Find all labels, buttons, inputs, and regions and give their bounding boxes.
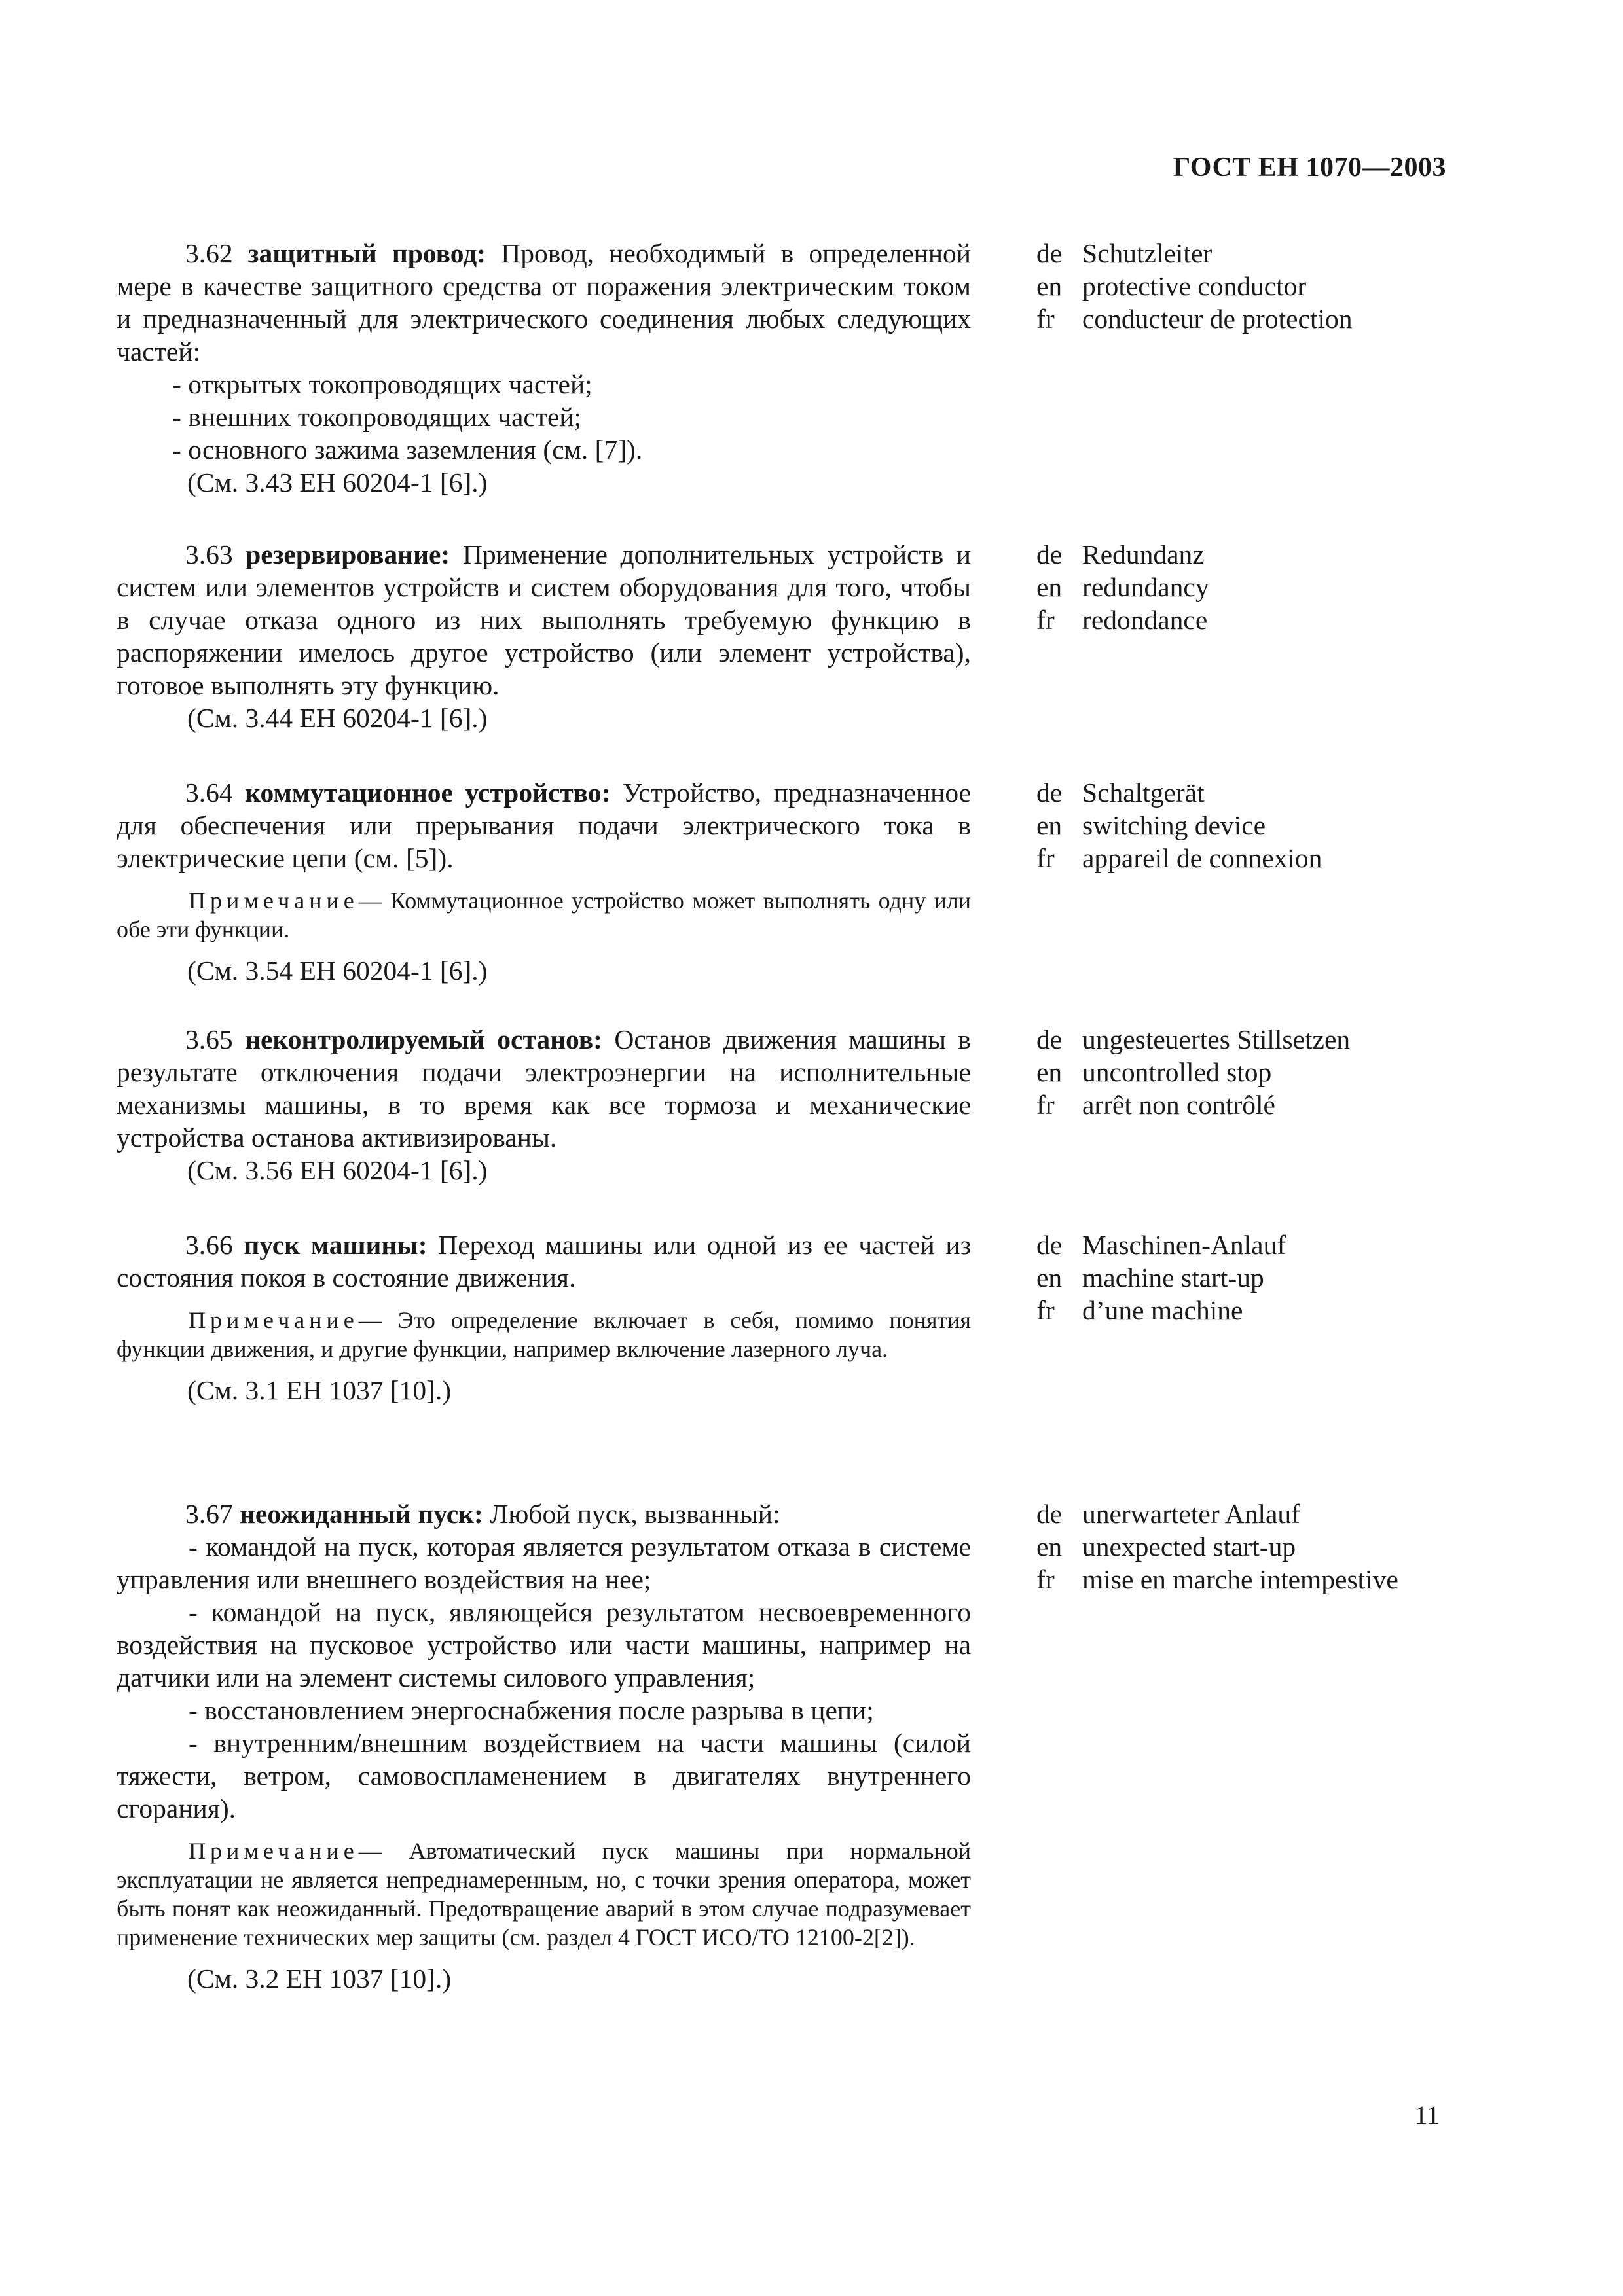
translations xyxy=(1036,1023,1350,1121)
translation-text: conducteur de protection xyxy=(1082,304,1353,334)
term-number: 3.62 xyxy=(185,238,233,268)
translation-de xyxy=(1036,1498,1398,1530)
lang-code: de xyxy=(1036,1230,1063,1260)
lang-code: en xyxy=(1036,810,1063,840)
definition-paragraph xyxy=(117,538,971,702)
translation-de xyxy=(1036,1229,1286,1261)
translation-text: switching device xyxy=(1082,810,1266,840)
translation-en xyxy=(1036,571,1209,603)
translation-text: Schutzleiter xyxy=(1082,238,1213,268)
list-item: - командой на пуск, являющейся результатом несвоевременного воздействия на пусковое устройство или части машины, например на датчики или на элемент системы силового управления; xyxy=(117,1597,971,1693)
translation-text: unexpected start-up xyxy=(1082,1532,1296,1562)
translation-fr xyxy=(1036,842,1322,874)
translation-fr xyxy=(1036,1088,1350,1121)
translations xyxy=(1036,776,1322,874)
translation-en xyxy=(1036,1056,1350,1088)
note xyxy=(117,1306,971,1363)
note-text: — Автоматический пуск машины при нормальной эксплуатации не является непреднамеренным, но, с точки зрения оператора, может быть понят как неожиданный. Предотвращение аварий в этом случае подразумевает применение технических мер защиты (см. раздел 4 ГОСТ ИСО/ТО 12100-2[2]). xyxy=(117,1838,971,1950)
translation-en xyxy=(1036,809,1322,842)
term-number: 3.66 xyxy=(185,1230,233,1260)
translation-text: uncontrolled stop xyxy=(1082,1057,1272,1087)
translation-en xyxy=(1036,1530,1398,1563)
lang-code: de xyxy=(1036,778,1063,808)
translation-en xyxy=(1036,270,1353,302)
translation-text: mise en marche intempestive xyxy=(1082,1564,1398,1594)
lang-code: de xyxy=(1036,1499,1063,1529)
term-definition: Переход машины или одной из ее частей из состояния покоя в состояние движения. xyxy=(117,1230,971,1293)
entry-definition xyxy=(117,538,971,734)
lang-code: fr xyxy=(1036,1564,1055,1594)
definition-paragraph xyxy=(117,1023,971,1154)
translation-text: arrêt non contrôlé xyxy=(1082,1090,1275,1120)
translation-de xyxy=(1036,1023,1350,1056)
definition-paragraph xyxy=(117,776,971,874)
term-definition: Любой пуск, вызванный: xyxy=(490,1499,780,1529)
lang-code: en xyxy=(1036,271,1063,301)
term-definition: Провод, необходимый в определенной мере в качестве защитного средства от поражения электрическим током и предназначенный для электрического соединения любых следующих частей: xyxy=(117,238,972,367)
reference: (См. 3.56 ЕН 60204-1 [6].) xyxy=(187,1155,488,1185)
translation-text: d’une machine xyxy=(1082,1295,1243,1325)
translation-text: unerwarteter Anlauf xyxy=(1082,1499,1300,1529)
definition-paragraph xyxy=(117,237,971,368)
translation-de xyxy=(1036,237,1353,270)
translations xyxy=(1036,1229,1286,1327)
term-name: защитный провод: xyxy=(247,238,486,268)
term-number: 3.65 xyxy=(185,1024,233,1054)
entry-definition xyxy=(117,1023,971,1187)
list-item: - внешних токопроводящих частей; xyxy=(172,402,582,432)
translation-text: protective conductor xyxy=(1082,271,1307,301)
translation-text: Maschinen-Anlauf xyxy=(1082,1230,1286,1260)
translation-de xyxy=(1036,538,1209,571)
list-item: - основного зажима заземления (см. [7]). xyxy=(172,435,643,465)
translation-text: redundancy xyxy=(1082,572,1209,602)
translation-text: appareil de connexion xyxy=(1082,843,1322,873)
term-number: 3.64 xyxy=(185,778,233,808)
entry-definition xyxy=(117,776,971,987)
lang-code: de xyxy=(1036,238,1063,268)
term-number: 3.63 xyxy=(185,539,233,569)
translation-text: Redundanz xyxy=(1082,539,1205,569)
list-item: - командой на пуск, которая является результатом отказа в системе управления или внешнего воздействия на нее; xyxy=(117,1532,971,1594)
note-text: — Коммутационное устройство может выполнять одну или обе эти функции. xyxy=(117,888,971,942)
reference: (См. 3.1 ЕН 1037 [10].) xyxy=(187,1375,452,1405)
translation-text: machine start-up xyxy=(1082,1263,1264,1293)
list-item: - открытых токопроводящих частей; xyxy=(172,369,593,399)
translation-fr xyxy=(1036,1563,1398,1596)
term-name: пуск машины: xyxy=(244,1230,428,1260)
lang-code: en xyxy=(1036,1057,1063,1087)
lang-code: de xyxy=(1036,1024,1063,1054)
document-header: ГОСТ ЕН 1070—2003 xyxy=(1173,152,1446,183)
term-number: 3.67 xyxy=(185,1499,233,1529)
reference: (См. 3.44 ЕН 60204-1 [6].) xyxy=(187,703,488,733)
translation-text: Schaltgerät xyxy=(1082,778,1205,808)
translations xyxy=(1036,237,1353,335)
translation-fr xyxy=(1036,302,1353,335)
lang-code: de xyxy=(1036,539,1063,569)
translation-en xyxy=(1036,1261,1286,1294)
note-label: Примечание xyxy=(189,1307,359,1333)
entry-definition xyxy=(117,1498,971,1995)
translations xyxy=(1036,1498,1398,1596)
lang-code: en xyxy=(1036,1532,1063,1562)
term-definition: Останов движения машины в результате отключения подачи электроэнергии на исполнительные механизмы машины, в то время как все тормоза и механические устройства останова активизированы. xyxy=(117,1024,972,1153)
note-label: Примечание xyxy=(189,1838,359,1864)
list-item: - восстановлением энергоснабжения после разрыва в цепи; xyxy=(189,1695,874,1725)
term-definition: Применение дополнительных устройств и систем или элементов устройств и систем оборудования для того, чтобы в случае отказа одного из них выполнять требуемую функцию в распоряжении имелось другое устройство (или элемент устройства), готовое выполнять эту функцию. xyxy=(117,539,972,700)
lang-code: fr xyxy=(1036,1090,1055,1120)
translation-de xyxy=(1036,776,1322,809)
entry-definition xyxy=(117,1229,971,1407)
list-item: - внутренним/внешним воздействием на части машины (силой тяжести, ветром, самовоспламенением в двигателях внутреннего сгорания). xyxy=(117,1728,971,1823)
reference: (См. 3.2 ЕН 1037 [10].) xyxy=(187,1964,452,1994)
translation-text: redondance xyxy=(1082,605,1208,635)
term-name: резервирование: xyxy=(246,539,450,569)
lang-code: en xyxy=(1036,1263,1063,1293)
term-name: неожиданный пуск: xyxy=(240,1499,483,1529)
note-label: Примечание xyxy=(189,888,359,914)
reference: (См. 3.43 ЕН 60204-1 [6].) xyxy=(187,467,488,497)
translation-fr xyxy=(1036,603,1209,636)
term-name: коммутационное устройство: xyxy=(245,778,611,808)
note xyxy=(117,1837,971,1952)
lang-code: fr xyxy=(1036,605,1055,635)
term-definition: Устройство, предназначенное для обеспечения или прерывания подачи электрического тока в электрические цепи (см. [5]). xyxy=(117,778,972,873)
note xyxy=(117,886,971,944)
translation-fr xyxy=(1036,1294,1286,1327)
entry-definition xyxy=(117,237,971,499)
definition-paragraph xyxy=(117,1498,971,1530)
term-name: неконтролируемый останов: xyxy=(245,1024,602,1054)
page-number: 11 xyxy=(1414,2100,1440,2130)
lang-code: fr xyxy=(1036,304,1055,334)
note-text: — Это определение включает в себя, помимо понятия функции движения, и другие функции, например включение лазерного луча. xyxy=(117,1307,971,1362)
translations xyxy=(1036,538,1209,636)
reference: (См. 3.54 ЕН 60204-1 [6].) xyxy=(187,956,488,986)
lang-code: fr xyxy=(1036,1295,1055,1325)
definition-paragraph xyxy=(117,1229,971,1294)
translation-text: ungesteuertes Stillsetzen xyxy=(1082,1024,1351,1054)
lang-code: en xyxy=(1036,572,1063,602)
lang-code: fr xyxy=(1036,843,1055,873)
